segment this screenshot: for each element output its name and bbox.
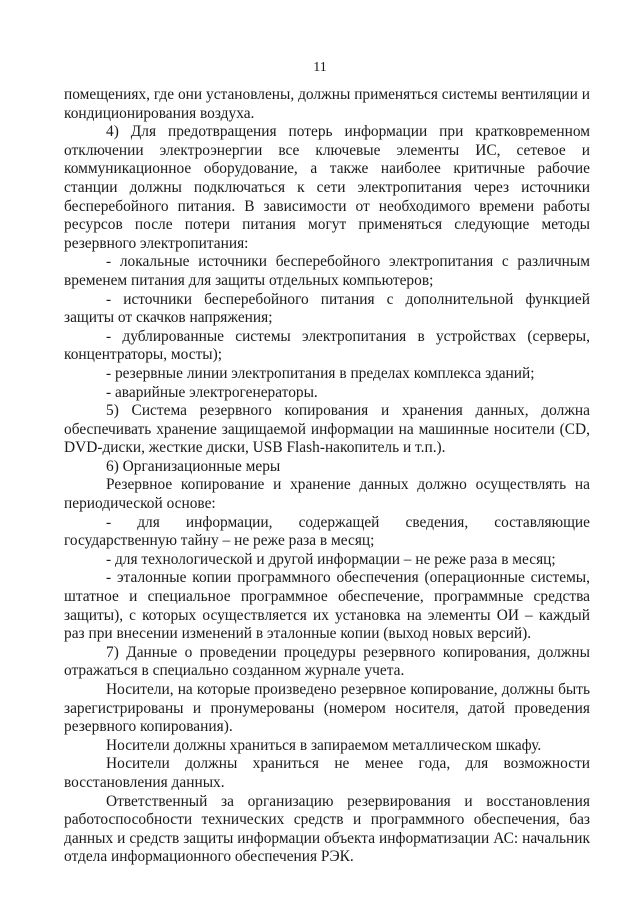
paragraph-media-retention: Носители должны храниться не менее года, для возможности восстановления данных. (64, 755, 590, 791)
paragraph-media-storage: Носители должны храниться в запираемом металлическом шкафу. (106, 736, 542, 754)
paragraph-media-registration: Носители, на которые произведено резервное копирование, должны быть зарегистрированы и пронумерованы (номером носителя, датой проведения резервного копирования). (64, 681, 590, 736)
paragraph-item-7: 7) Данные о проведении процедуры резервного копирования, должны отражаться в специально созданном журнале учета. (64, 643, 590, 680)
paragraph-backup-periodic: Резервное копирование и хранение данных должно осуществлять на периодической основе: (64, 476, 590, 513)
paragraph-item-5: 5) Система резервного копирования и хранения данных, должна обеспечивать хранение защищаемой информации на машинные носители (CD, DVD-диски, жесткие диски, USB Flash-накопитель и т.п.). (64, 402, 590, 457)
list-item-technological-info: - для технологической и другой информации – не реже раза в месяц; (106, 550, 556, 568)
list-item-generators: - аварийные электрогенераторы. (106, 383, 318, 401)
list-item-ups-surge: - источники бесперебойного питания с дополнительной функцией защиты от скачков напряжения; (64, 290, 590, 327)
heading-organizational-measures: 6) Организационные меры (106, 457, 281, 475)
paragraph-responsible-person: Ответственный за организацию резервирования и восстановления работоспособности технических средств и программного обеспечения, баз данных и средств защиты информации объекта информатизации АС: начальник отдела информационного обеспечения РЭК. (64, 792, 590, 866)
list-item-state-secret: - для информации, содержащей сведения, составляющие государственную тайну – не реже раза в месяц; (64, 513, 590, 550)
paragraph-item-4: 4) Для предотвращения потерь информации при кратковременном отключении электроэнергии все ключевые элементы ИС, сетевое и коммуникационное оборудование, а также наиболее критичные рабочие станции должны подключаться к сети электропитания через источники бесперебойного питания. В зависимости от необходимого времени работы ресурсов после потери питания могут применяться следующие методы резервного электропитания: (64, 123, 590, 252)
list-item-local-ups: - локальные источники бесперебойного электропитания с различным временем питания для защиты отдельных компьютеров; (64, 253, 590, 289)
paragraph-continuation: помещениях, где они установлены, должны применяться системы вентиляции и кондиционирования воздуха. (64, 86, 590, 122)
document-body (64, 86, 590, 867)
page-number: 11 (313, 60, 327, 75)
list-item-reference-copies: - эталонные копии программного обеспечения (операционные системы, штатное и специальное программное обеспечение, программные средства защиты), с которых осуществляется их установка на элементы ОИ – каждый раз при внесении изменений в эталонные копии (выход новых версий). (64, 569, 590, 643)
list-item-dual-power: - дублированные системы электропитания в устройствах (серверы, концентраторы, мосты); (64, 327, 590, 364)
list-item-reserve-lines: - резервные линии электропитания в пределах комплекса зданий; (106, 364, 535, 382)
